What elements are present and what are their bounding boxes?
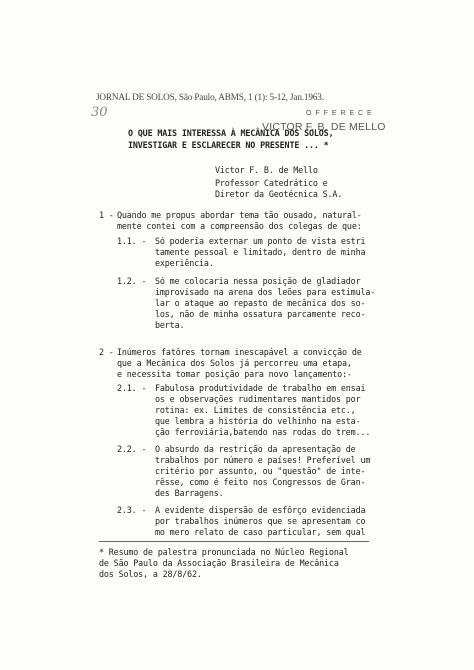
- footnote-line: * Resumo de palestra pronunciada no Núcleo Regional: [99, 547, 349, 557]
- section-2-1-line: os e observações rudimentares mantidos por: [155, 394, 361, 404]
- stamp-offerece: O F F E R E C E: [306, 110, 373, 117]
- section-2-3-number: 2.3. -: [117, 505, 147, 515]
- section-1-number: 1 -: [99, 210, 114, 220]
- section-2-2-number: 2.2. -: [117, 444, 147, 454]
- section-1-1-line: tamente pessoal e limitado, dentro de minha: [155, 247, 366, 257]
- section-1-2-number: 1.2. -: [117, 276, 147, 286]
- author-name: Victor F. B. de Mello: [215, 165, 318, 175]
- author-role-2: Diretor da Geotécnica S.A.: [215, 189, 343, 199]
- footnote-line: dos Solos, a 28/8/62.: [99, 569, 202, 579]
- section-1-2-line: Só me colocaria nessa posição de gladiador: [155, 276, 361, 286]
- author-role-1: Professor Catedrático e: [215, 178, 328, 188]
- title-line-1: O QUE MAIS INTERESSA À MECÂNICA DOS SOLOS,: [128, 128, 334, 138]
- footnote-separator: [99, 541, 369, 542]
- section-2-2-line: O absurdo da restrição da apresentação de: [155, 444, 356, 454]
- section-2-1-line: ção ferroviária,batendo nas rodas do trem...: [155, 427, 371, 437]
- handwritten-page-mark: 30: [91, 105, 108, 120]
- section-2-3-line: mo mero relato de caso particular, sem qual: [155, 527, 366, 537]
- section-2-3-line: por trabalhos inúmeros que se apresentam co: [155, 516, 366, 526]
- section-2-2-line: rêsse, como é feito nos Congressos de Gran-: [155, 477, 366, 487]
- title-line-2: INVESTIGAR E ESCLARECER NO PRESENTE ... *: [128, 140, 329, 150]
- section-2-2-line: trabalhos por número e países! Preferível um: [155, 455, 371, 465]
- stamp-author-name: VICTOR F. B. DE MELLO: [262, 121, 386, 133]
- section-1-2-line: lar o ataque ao repasto de mecânica dos so-: [155, 298, 366, 308]
- section-2-3-line: A evidente dispersão de esfôrço evidenciada: [155, 505, 366, 515]
- section-2-number: 2 -: [99, 347, 114, 357]
- section-1-1-line: Só poderia externar um ponto de vista estri: [155, 236, 366, 246]
- section-2-line: e necessita tomar posição para novo lançamento:-: [117, 369, 352, 379]
- section-1-line: mente contei com a compreensão dos colegas de que:: [117, 221, 362, 231]
- section-2-line: que a Mecânica dos Solos já percorreu uma etapa,: [117, 358, 352, 368]
- section-2-1-line: que lembra a história do velhinho na esta-: [155, 416, 361, 426]
- section-1-1-number: 1.1. -: [117, 236, 147, 246]
- section-1-2-line: improvisado na arena dos leões para estimula-: [155, 287, 376, 297]
- section-2-1-line: rotina: ex. Limites de consistência etc.,: [155, 405, 356, 415]
- section-2-line: Inúmeros fatôres tornam inescapável a convicção de: [117, 347, 362, 357]
- footnote-line: de São Paulo da Associação Brasileira de Mecânica: [99, 558, 339, 568]
- section-2-2-line: des Barragens.: [155, 488, 224, 498]
- section-2-1-line: Fabulosa produtividade de trabalho em ensai: [155, 383, 366, 393]
- journal-citation: JORNAL DE SOLOS, São Paulo, ABMS, 1 (1): 5-12, Jan.1963.: [96, 92, 324, 102]
- section-1-line: Quando me propus abordar tema tão ousado, natural-: [117, 210, 362, 220]
- section-1-2-line: los, não de minha ossatura parcamente reco-: [155, 309, 366, 319]
- section-2-2-line: critério por assunto, ou "questão" de inte-: [155, 466, 366, 476]
- section-1-1-line: experiência.: [155, 258, 214, 268]
- section-2-1-number: 2.1. -: [117, 383, 147, 393]
- section-1-2-line: berta.: [155, 320, 185, 330]
